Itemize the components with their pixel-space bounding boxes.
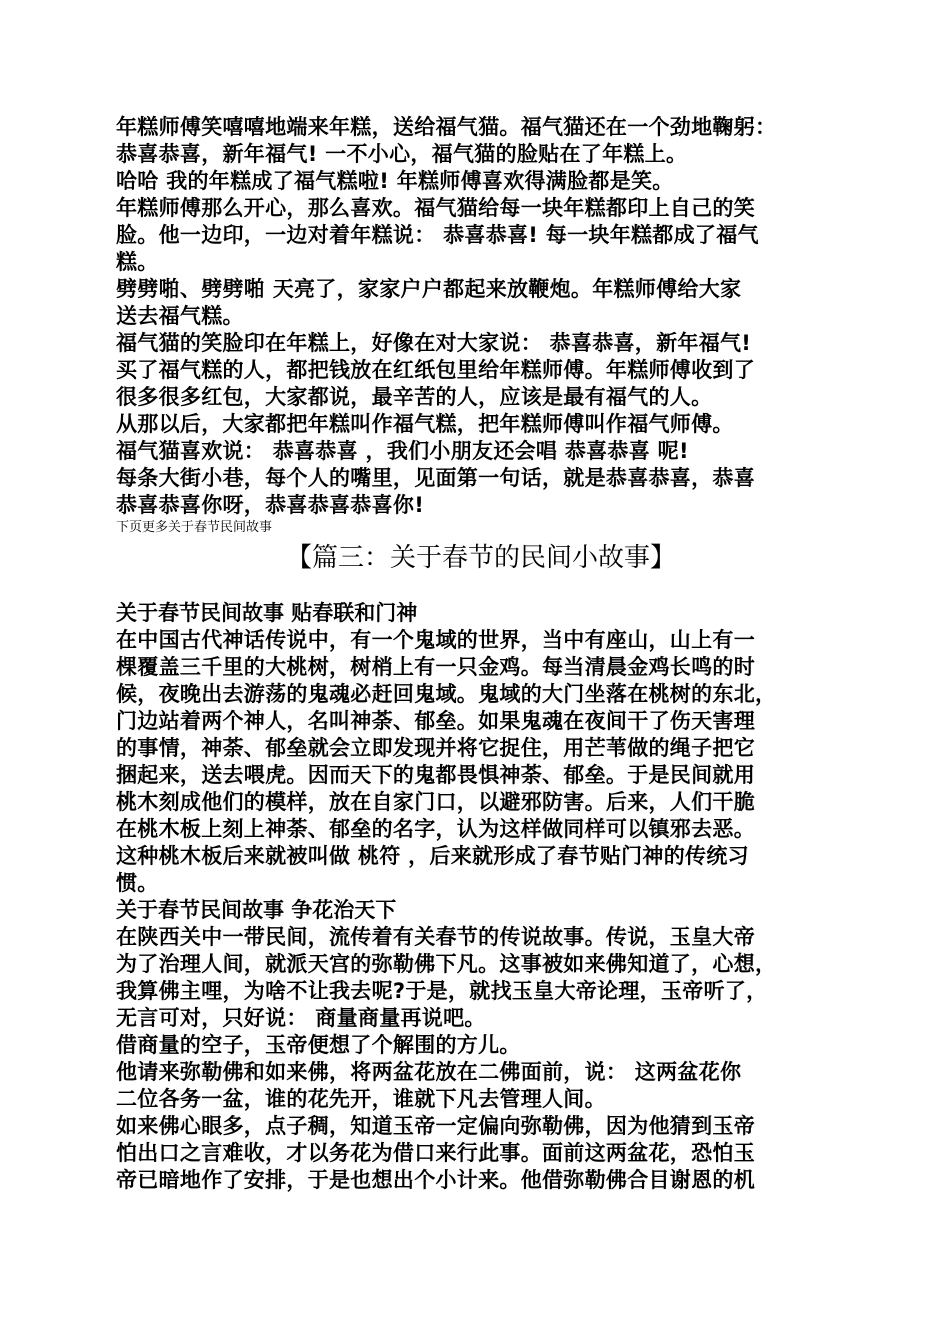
text-line: 恭喜恭喜你呀，恭喜恭喜恭喜你! (116, 493, 425, 517)
text-line: 怕出口之言难收，才以务花为借口来行此事。面前这两盆花，恐怕玉 (116, 1141, 755, 1165)
paragraph (116, 1113, 846, 1194)
text-line: 从那以后，大家都把年糕叫作福气糕，把年糕师傅叫作福气师傅。 (116, 412, 734, 436)
text-line: 惯。 (116, 871, 159, 895)
text-line: 我算佛主哩，为啥不让我去呢?于是，就找玉皇大帝论理，玉帝听了， (116, 979, 768, 1003)
story-flower-contest (116, 897, 846, 1194)
paragraph (116, 168, 846, 195)
paragraph (116, 924, 846, 1032)
paragraph (116, 114, 846, 168)
story-heading: 关于春节民间故事 争花治天下 (116, 898, 397, 922)
text-line: 在陕西关中一带民间，流传着有关春节的传说故事。传说，玉皇大帝 (116, 925, 755, 949)
paragraph (116, 465, 846, 519)
paragraph (116, 330, 846, 357)
paragraph (116, 276, 846, 330)
story-spring-couplets (116, 600, 846, 897)
text-line: 送去福气糕。 (116, 304, 244, 328)
text-line: 在桃木板上刻上神荼、郁垒的名字，认为这样做同样可以镇邪去恶。 (116, 817, 755, 841)
text-line: 很多很多红包，大家都说，最辛苦的人，应该是最有福气的人。 (116, 385, 713, 409)
text-line: 哈哈 我的年糕成了福气糕啦! 年糕师傅喜欢得满脸都是笑。 (116, 169, 674, 193)
text-line: 为了治理人间，就派天宫的弥勒佛下凡。这事被如来佛知道了，心想， (116, 952, 777, 976)
text-line: 在中国古代神话传说中，有一个鬼域的世界，当中有座山，山上有一 (116, 628, 755, 652)
next-page-note: 下页更多关于春节民间故事 (116, 520, 273, 535)
text-line: 借商量的空子，玉帝便想了个解围的方儿。 (116, 1033, 521, 1057)
text-line: 桃木刻成他们的模样，放在自家门口，以避邪防害。后来，人们干脆 (116, 790, 755, 814)
paragraph (116, 357, 846, 411)
text-line: 恭喜恭喜，新年福气! 一不小心，福气猫的脸贴在了年糕上。 (116, 142, 688, 166)
paragraph (116, 627, 846, 897)
story-heading: 关于春节民间故事 贴春联和门神 (116, 601, 418, 625)
text-line: 他请来弥勒佛和如来佛，将两盆花放在二佛面前，说： 这两盆花你 (116, 1060, 742, 1084)
text-line: 无言可对，只好说： 商量商量再说吧。 (116, 1006, 486, 1030)
text-line: 的事情，神荼、郁垒就会立即发现并将它捉住，用芒苇做的绳子把它 (116, 736, 755, 760)
text-line: 候，夜晚出去游荡的鬼魂必赶回鬼域。鬼域的大门坐落在桃树的东北， (116, 682, 777, 706)
text-line: 帝已暗地作了安排，于是也想出个小计来。他借弥勒佛合目谢恩的机 (116, 1168, 755, 1192)
document-body (116, 114, 846, 1194)
text-line: 糕。 (116, 250, 159, 274)
text-line: 年糕师傅那么开心，那么喜欢。福气猫给每一块年糕都印上自己的笑 (116, 196, 755, 220)
text-line: 这种桃木板后来就被叫做 桃符 ，后来就形成了春节贴门神的传统习 (116, 844, 749, 868)
paragraph (116, 1059, 846, 1113)
paragraph (116, 195, 846, 276)
paragraph (116, 438, 846, 465)
text-line: 劈劈啪、劈劈啪 天亮了，家家户户都起来放鞭炮。年糕师傅给大家 (116, 277, 742, 301)
story-fuqi-cat (116, 114, 846, 536)
text-line: 如来佛心眼多，点子稠，知道玉帝一定偏向弥勒佛，因为他猜到玉帝 (116, 1114, 755, 1138)
text-line: 年糕师傅笑嘻嘻地端来年糕，送给福气猫。福气猫还在一个劲地鞠躬： (116, 115, 777, 139)
text-line: 脸。他一边印，一边对着年糕说： 恭喜恭喜! 每一块年糕都成了福气 (116, 223, 759, 247)
text-line: 买了福气糕的人，都把钱放在红纸包里给年糕师傅。年糕师傅收到了 (116, 358, 755, 382)
text-line: 门边站着两个神人，名叫神荼、郁垒。如果鬼魂在夜间干了伤天害理 (116, 709, 755, 733)
paragraph (116, 1032, 846, 1059)
text-line: 每条大街小巷，每个人的嘴里，见面第一句话，就是恭喜恭喜，恭喜 (116, 466, 755, 490)
text-line: 福气猫喜欢说： 恭喜恭喜 ，我们小朋友还会唱 恭喜恭喜 呢! (116, 439, 689, 463)
section-title: 【篇三：关于春节的民间小故事】 (285, 543, 676, 573)
text-line: 棵覆盖三千里的大桃树，树梢上有一只金鸡。每当清晨金鸡长鸣的时 (116, 655, 755, 679)
text-line: 捆起来，送去喂虎。因而天下的鬼都畏惧神荼、郁垒。于是民间就用 (116, 763, 755, 787)
text-line: 二位各务一盆，谁的花先开，谁就下凡去管理人间。 (116, 1087, 606, 1111)
text-line: 福气猫的笑脸印在年糕上，好像在对大家说： 恭喜恭喜，新年福气! (116, 331, 752, 355)
paragraph (116, 411, 846, 438)
